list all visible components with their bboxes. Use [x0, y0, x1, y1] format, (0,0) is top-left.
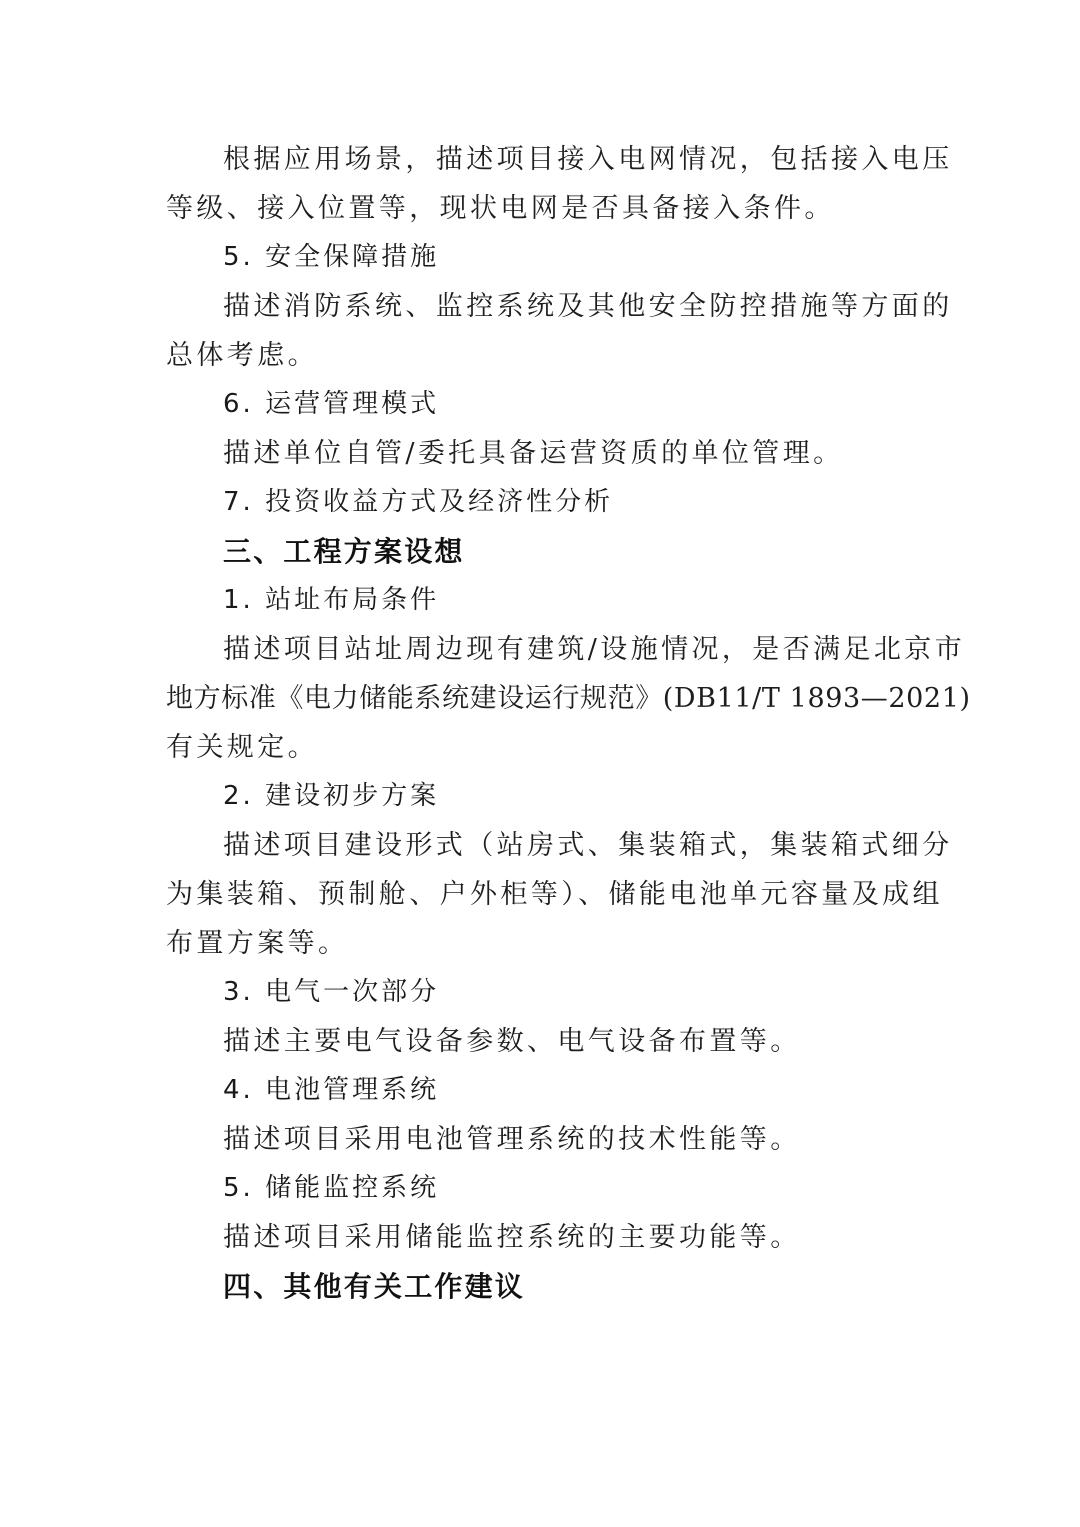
- section-heading: 三、工程方案设想: [223, 535, 465, 568]
- paragraph-line: 根据应用场景，描述项目接入电网情况，包括接入电压: [223, 144, 953, 175]
- paragraph-line: 总体考虑。: [166, 340, 318, 371]
- paragraph-line: 描述项目采用电池管理系统的技术性能等。: [223, 1124, 801, 1155]
- subsection-heading: 2. 建设初步方案: [223, 781, 440, 811]
- subsection-heading: 3. 电气一次部分: [223, 977, 440, 1007]
- paragraph-line: 等级、接入位置等，现状电网是否具备接入条件。: [166, 193, 835, 224]
- paragraph-line: 描述单位自管/委托具备运营资质的单位管理。: [223, 438, 844, 469]
- section-heading: 四、其他有关工作建议: [223, 1270, 526, 1303]
- paragraph-line: 描述项目建设形式（站房式、集装箱式，集装箱式细分: [223, 830, 953, 861]
- paragraph-line: 描述项目采用储能监控系统的主要功能等。: [223, 1222, 801, 1253]
- paragraph-line: 布置方案等。: [166, 928, 349, 959]
- subsection-heading: 7. 投资收益方式及经济性分析: [223, 487, 614, 517]
- paragraph-line: 有关规定。: [166, 732, 318, 763]
- subsection-heading: 1. 站址布局条件: [223, 585, 440, 615]
- paragraph-line: 描述主要电气设备参数、电气设备布置等。: [223, 1026, 801, 1057]
- paragraph-line: 描述项目站址周边现有建筑/设施情况，是否满足北京市: [223, 634, 966, 665]
- subsection-heading: 5. 安全保障措施: [223, 242, 440, 272]
- document-body: [166, 135, 971, 1311]
- subsection-heading: 4. 电池管理系统: [223, 1075, 440, 1105]
- subsection-heading: 5. 储能监控系统: [223, 1173, 440, 1203]
- paragraph-line: 为集装箱、预制舱、户外柜等）、储能电池单元容量及成组: [166, 879, 943, 910]
- subsection-heading: 6. 运营管理模式: [223, 389, 440, 419]
- paragraph-line: 地方标准《电力储能系统建设运行规范》(DB11/T 1893—2021): [166, 683, 971, 714]
- paragraph-line: 描述消防系统、监控系统及其他安全防控措施等方面的: [223, 291, 953, 322]
